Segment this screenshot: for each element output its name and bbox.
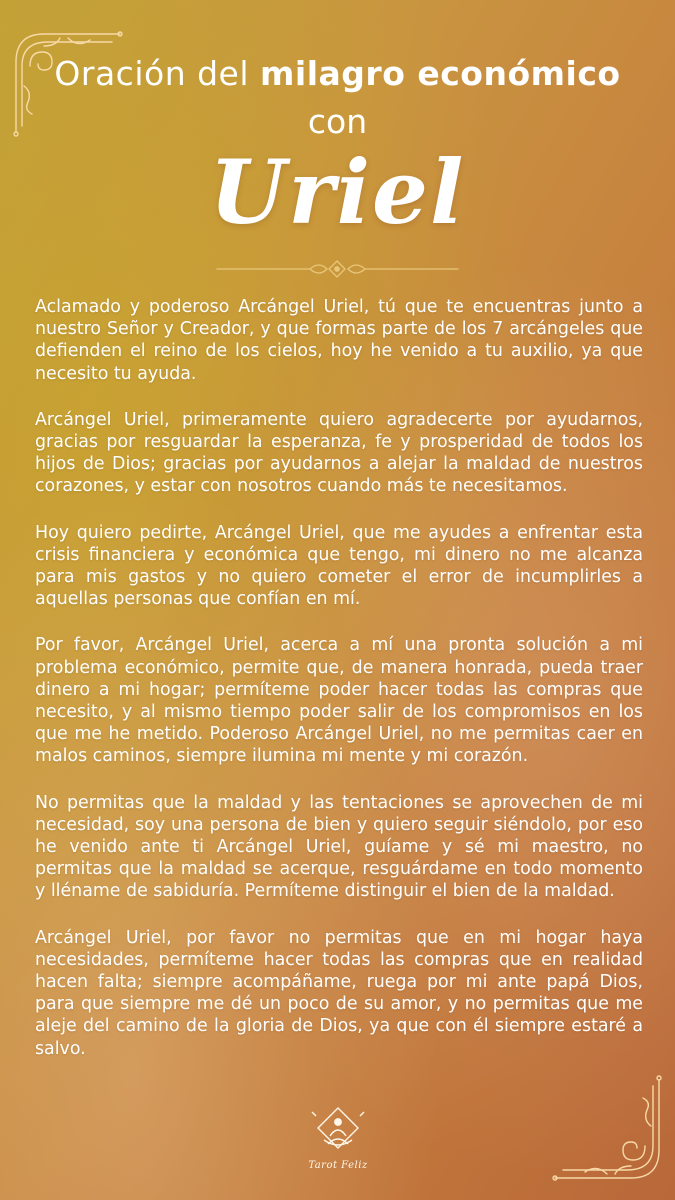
paragraph-3: Hoy quiero pedirte, Arcángel Uriel, que me ayudes a enfrentar esta crisis financiera y económica que tengo, mi dinero no me alcanza para mis gastos y no quiero cometer el error de incumplirles a aquellas personas que confían en mí.	[35, 522, 643, 610]
title-line-2: con	[307, 102, 368, 141]
paragraph-6: Arcángel Uriel, por favor no permitas que en mi hogar haya necesidades, permíteme hacer todas las compras que en realidad hacen falta; siempre acompáñame, ruega por mi ante papá Dios, para que siempre me dé un poco de su amor, y no permitas que me aleje del camino de la gloria de Dios, ya que con él siempre estaré a salvo.	[35, 927, 643, 1059]
ornamental-corner-bottom-right-icon	[547, 1070, 667, 1190]
ornamental-divider-icon	[215, 258, 460, 280]
paragraph-5: No permitas que la maldad y las tentaciones se aprovechen de mi necesidad, soy una persona de bien y quiero seguir siéndolo, por eso he venido ante ti Arcángel Uriel, guíame y sé mi maestro, no permitas que la maldad se acerque, resguárdame en todo momento y lléname de sabiduría. Permíteme distinguir el bien de la maldad.	[35, 792, 643, 902]
brand-logo	[298, 1104, 378, 1184]
title-bold: milagro económico	[260, 54, 621, 93]
lotus-meditation-icon	[308, 1104, 368, 1158]
title-prefix: Oración del	[54, 54, 261, 93]
title-name: Uriel	[209, 140, 466, 244]
paragraph-4: Por favor, Arcángel Uriel, acerca a mí una pronta solución a mi problema económico, permite que, de manera honrada, pueda traer dinero a mi hogar; permíteme poder hacer todas las compras que necesito, y al mismo tiempo poder salir de los compromisos en los que me he metido. Poderoso Arcángel Uriel, no me permitas caer en malos caminos, siempre ilumina mi mente y mi corazón.	[35, 635, 643, 767]
title-line-1	[0, 52, 675, 96]
title-block	[0, 52, 675, 244]
brand-name: Tarot Feliz	[308, 1160, 368, 1171]
prayer-text	[35, 296, 643, 1084]
paragraph-2: Arcángel Uriel, primeramente quiero agradecerte por ayudarnos, gracias por resguardar la esperanza, fe y prosperidad de todos los hijos de Dios; gracias por ayudarnos a alejar la maldad de nuestros corazones, y estar con nosotros cuando más te necesitamos.	[35, 409, 643, 497]
paragraph-1: Aclamado y poderoso Arcángel Uriel, tú que te encuentras junto a nuestro Señor y Creador, y que formas parte de los 7 arcángeles que defienden el reino de los cielos, hoy he venido a tu auxilio, ya que necesito tu ayuda.	[35, 297, 643, 384]
